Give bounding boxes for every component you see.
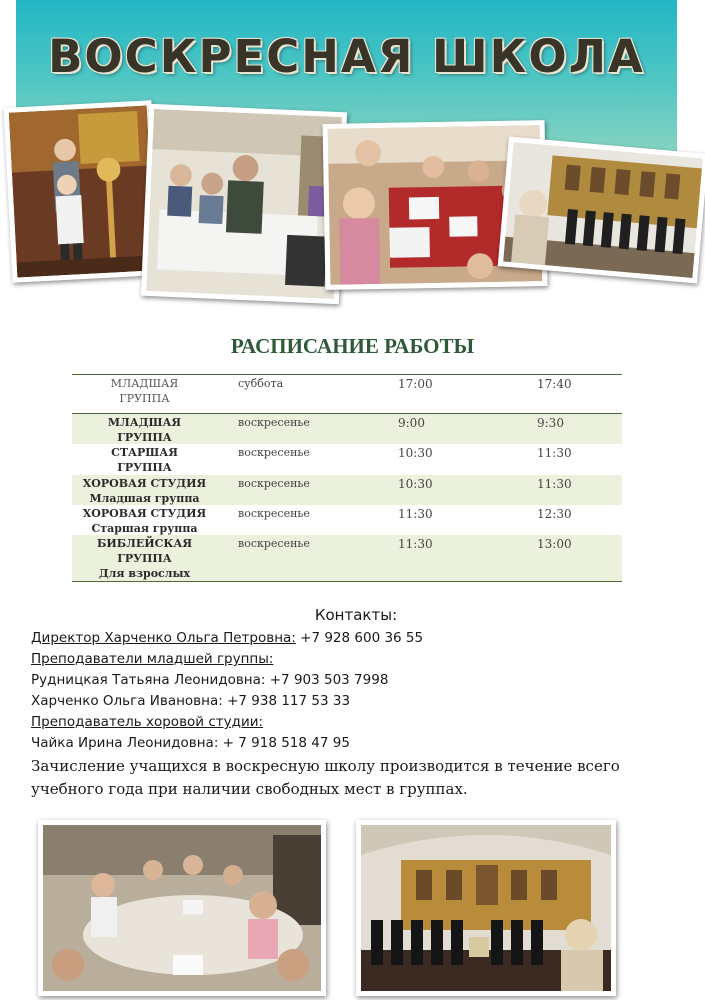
table-row: БИБЛЕЙСКАЯ ГРУППА Для взрослых воскресенье 11:30 13:00 bbox=[72, 535, 622, 581]
contacts-section bbox=[31, 606, 681, 801]
enrollment-note: Зачисление учащихся в воскресную школу производится в течение всего учебного года при наличии свободных мест в группах. bbox=[31, 757, 620, 798]
photo-children-icon-stand bbox=[4, 100, 161, 283]
director-line: Директор Харченко Ольга Петровна: +7 928 600 36 55 bbox=[31, 630, 424, 646]
schedule-table bbox=[72, 374, 622, 582]
table-row: МЛАДШАЯ ГРУППА воскресенье 9:00 9:30 bbox=[72, 414, 622, 444]
teacher-contact: Рудницкая Татьяна Леонидовна: +7 903 503 7998 bbox=[31, 672, 389, 688]
photo-round-table bbox=[38, 820, 326, 996]
contacts-heading: Контакты: bbox=[314, 606, 398, 624]
choir-teacher-label: Преподаватель хоровой студии: bbox=[31, 714, 264, 730]
photo-choir-performance bbox=[356, 820, 616, 996]
page-title: ВОСКРЕСНАЯ ШКОЛА bbox=[48, 30, 645, 83]
table-row: МЛАДШАЯ ГРУППА суббота 17:00 17:40 bbox=[72, 375, 622, 414]
photo-classroom-desk bbox=[141, 104, 347, 304]
table-row: ХОРОВАЯ СТУДИЯ Младшая группа воскресенье 10:30 11:30 bbox=[72, 475, 622, 505]
teacher-contact: Харченко Ольга Ивановна: +7 938 117 53 33 bbox=[31, 693, 351, 709]
photo-choir-church bbox=[498, 137, 705, 284]
teacher-contact: Чайка Ирина Леонидовна: + 7 918 518 47 95 bbox=[31, 735, 350, 751]
table-row: СТАРШАЯ ГРУППА воскресенье 10:30 11:30 bbox=[111, 446, 572, 474]
schedule-title: РАСПИСАНИЕ РАБОТЫ bbox=[230, 334, 475, 358]
table-row: ХОРОВАЯ СТУДИЯ Старшая группа воскресенье 11:30 12:30 bbox=[82, 507, 572, 535]
junior-teachers-label: Преподаватели младшей группы: bbox=[31, 651, 274, 667]
